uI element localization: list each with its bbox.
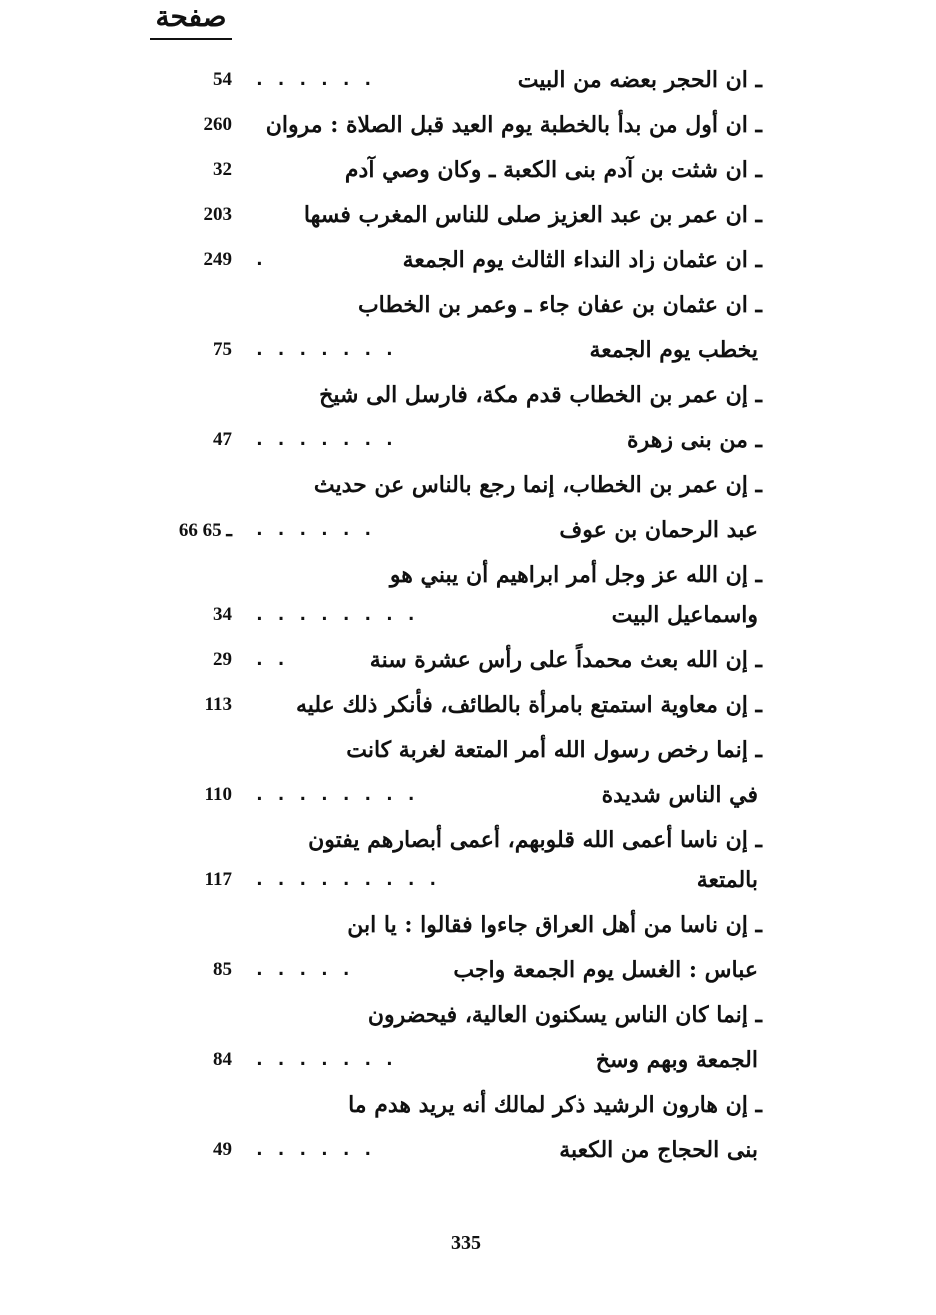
leader-dots: . . . . . . . . [254,604,417,625]
index-line [0,994,936,1038]
entry-page-number: 66 ـ 65 [178,520,232,541]
leader-dots: . . . . . . . . [254,784,417,805]
entry-text: ـ إن الله بعث محمداً على رأس عشرة سنة [369,647,762,673]
entry-page-number: 249 [203,249,232,270]
index-line [0,284,936,328]
entry-page-number: 110 [204,784,232,805]
index-line [0,374,936,418]
leader-dots: . . . . . . [254,519,374,540]
index-line [0,59,936,103]
index-line-continuation [0,1129,936,1173]
entry-page-number: 34 [213,604,232,625]
index-line [0,464,936,508]
entry-text: ـ إن هارون الرشيد ذكر لمالك أنه يريد هدم ما [348,1092,762,1118]
entry-text: بالمتعة [696,867,758,893]
index-line-continuation [0,774,936,818]
index-line [0,729,936,773]
index-line [0,554,936,598]
entry-text: الجمعة وبهم وسخ [595,1047,758,1073]
leader-dots: . . . . . . [254,69,374,90]
entry-page-number: 85 [213,959,232,980]
entry-text: يخطب يوم الجمعة [589,337,758,363]
entry-text: في الناس شديدة [601,782,758,808]
page-column-header: صفحة [155,0,227,33]
entry-text: عبد الرحمان بن عوف [559,517,758,543]
index-line [0,819,936,863]
entry-page-number: 49 [213,1139,232,1160]
entry-page-number: 113 [204,694,232,715]
index-line-continuation [0,1039,936,1083]
entry-page-number: 54 [213,69,232,90]
entry-text: ـ ان عثمان بن عفان جاء ـ وعمر بن الخطاب [357,292,762,318]
entry-page-number: 29 [213,649,232,670]
entry-text: ـ إن معاوية استمتع بامرأة بالطائف، فأنكر ذلك عليه [295,692,762,718]
entry-page-number: 260 [203,114,232,135]
index-line-continuation [0,949,936,993]
leader-dots: . . . . . . [254,1139,374,1160]
entry-page-number: 32 [213,159,232,180]
index-line [0,104,936,148]
entry-page-number: 117 [204,869,232,890]
index-line [0,239,936,283]
index-line [0,684,936,728]
entry-text: واسماعيل البيت [611,602,758,628]
leader-dots: . . . . . . . . . [254,869,439,890]
entry-page-number: 47 [213,429,232,450]
index-line-continuation [0,859,936,903]
index-line-continuation [0,509,936,553]
leader-dots: . . . . . . . [254,339,395,360]
leader-dots: . . . . . . . [254,1049,395,1070]
entry-text: ـ ان الحجر بعضه من البيت [517,67,762,93]
entry-text: ـ إن ناسا أعمى الله قلوبهم، أعمى أبصارهم يفتون [308,827,762,853]
entry-page-number: 203 [203,204,232,225]
index-line [0,149,936,193]
entry-text: ـ إنما رخص رسول الله أمر المتعة لغربة كانت [346,737,762,763]
entry-text: ـ ان شثت بن آدم بنى الكعبة ـ وكان وصي آدم [344,157,762,183]
index-line [0,904,936,948]
leader-dots: . . . . . [254,959,352,980]
entry-text: عباس : الغسل يوم الجمعة واجب [453,957,758,983]
index-line [0,1084,936,1128]
leader-dots: . . [254,649,287,670]
index-line-continuation [0,594,936,638]
index-line-continuation [0,329,936,373]
entry-text: ـ من بنى زهرة [627,427,762,453]
entry-text: ـ ان عثمان زاد النداء الثالث يوم الجمعة [402,247,762,273]
entry-text: بنى الحجاج من الكعبة [559,1137,758,1163]
entry-text: ـ ان أول من بدأ بالخطبة يوم العيد قبل الصلاة : مروان [265,112,762,138]
entry-text: ـ ان عمر بن عبد العزيز صلى للناس المغرب فسها [303,202,762,228]
leader-dots: . . . . . . . [254,429,395,450]
page-number: 335 [451,1232,481,1254]
entry-text: ـ إنما كان الناس يسكنون العالية، فيحضرون [367,1002,762,1028]
entry-text: ـ إن ناسا من أهل العراق جاءوا فقالوا : يا ابن [347,912,762,938]
index-line [0,639,936,683]
entry-text: ـ إن عمر بن الخطاب قدم مكة، فارسل الى شيخ [319,382,762,408]
index-line [0,194,936,238]
entry-text: ـ إن عمر بن الخطاب، إنما رجع بالناس عن حديث [313,472,762,498]
entry-page-number: 84 [213,1049,232,1070]
entry-page-number: 75 [213,339,232,360]
leader-dots: . [254,249,265,270]
entry-text: ـ إن الله عز وجل أمر ابراهيم أن يبني هو [389,562,762,588]
index-line [0,419,936,463]
